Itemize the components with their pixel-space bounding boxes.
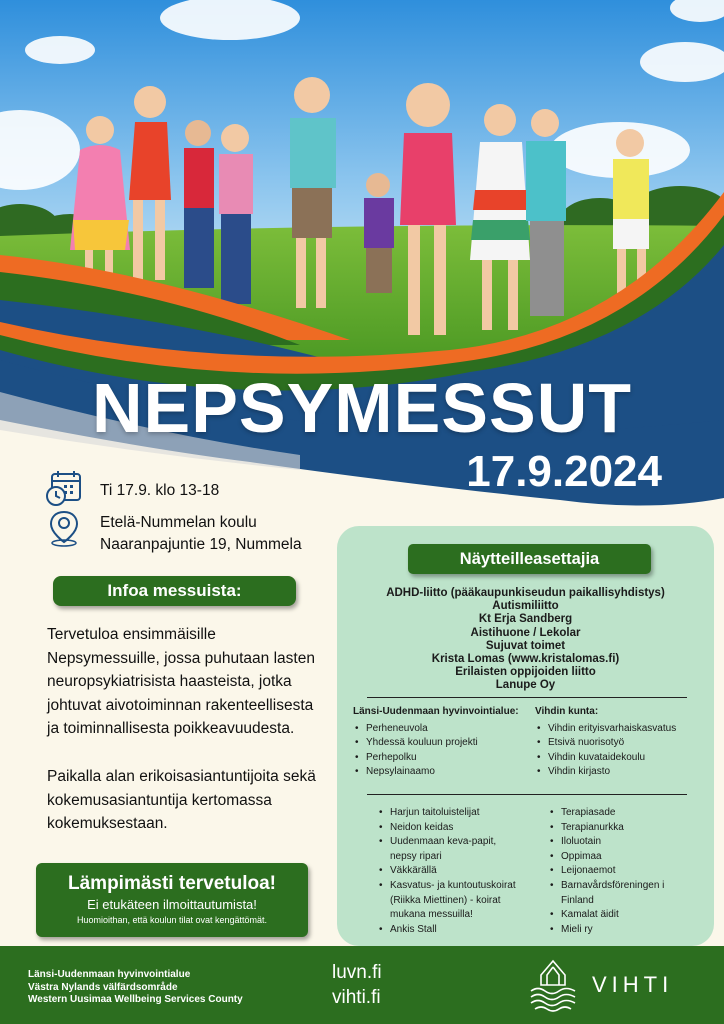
info-header: Infoa messuista: bbox=[53, 576, 296, 606]
vihti-coat-of-arms-icon bbox=[523, 955, 583, 1015]
event-date: 17.9.2024 bbox=[466, 447, 662, 496]
vihti-link[interactable]: vihti.fi bbox=[332, 987, 381, 1008]
exhibitors-title: Näytteilleasettajia bbox=[408, 544, 651, 574]
welcome-heading: Lämpimästi tervetuloa! bbox=[68, 873, 276, 894]
exhibitor-item: • Iloluotain bbox=[548, 835, 698, 850]
municipality-item: • Etsivä nuorisotyö bbox=[535, 736, 705, 751]
time-row bbox=[44, 468, 219, 508]
event-time: Ti 17.9. klo 13-18 bbox=[100, 482, 220, 499]
event-title: NEPSYMESSUT bbox=[92, 369, 632, 447]
exhibitor-item: • Uudenmaan keva-papit, nepsy ripari bbox=[377, 835, 517, 864]
exhibitors-panel bbox=[337, 526, 714, 946]
calendar-icon bbox=[44, 468, 84, 508]
exhibitor-item: • Harjun taitoluistelijat bbox=[377, 806, 517, 821]
intro-paragraph: Tervetuloa ensimmäisille Nepsymessuille, jossa puhutaan lasten neuropsykiatrisista haasteista, jotka johtuvat aivotoiminnan rakenteellisesta ja toiminnallisesta poikkeavuudesta. bbox=[47, 626, 315, 737]
main-exhibitors-list bbox=[337, 587, 714, 693]
municipality-item: • Vihdin kuvataidekoulu bbox=[535, 751, 705, 766]
exhibitor-item: Kt Erja Sandberg bbox=[478, 613, 573, 626]
exhibitor-item: • Barnavårdsföreningen i Finland bbox=[548, 879, 698, 908]
exhibitor-item: • Terapianurkka bbox=[548, 821, 698, 836]
location-pin-icon bbox=[44, 508, 84, 548]
exhibitor-item: Erilaisten oppijoiden liitto bbox=[455, 666, 596, 679]
others-right-column bbox=[548, 806, 698, 937]
vihti-wordmark: VIHTI bbox=[592, 972, 674, 997]
venue-row bbox=[44, 508, 302, 556]
wellbeing-item: • Yhdessä kouluun projekti bbox=[353, 736, 543, 751]
exhibitor-item: • Oppimaa bbox=[548, 850, 698, 865]
venue-name: Etelä-Nummelan koulu bbox=[100, 514, 257, 531]
welcome-box bbox=[36, 863, 308, 937]
wellbeing-item: • Perheneuvola bbox=[353, 722, 543, 737]
experts-paragraph: Paikalla alan erikoisasiantuntijoita sekä kokemusasiantuntija kertomassa kokemuksestaan. bbox=[47, 768, 316, 832]
others-left-column bbox=[377, 806, 517, 937]
org-name-sv: Västra Nylands välfärdsområde bbox=[28, 981, 178, 993]
wellbeing-item: • Perhepolku bbox=[353, 751, 543, 766]
shoeless-note: Huomioithan, että koulun tilat ovat kengättömät. bbox=[76, 915, 268, 925]
venue-address: Naaranpajuntie 19, Nummela bbox=[100, 536, 302, 553]
exhibitor-item: • Leijonaemot bbox=[548, 864, 698, 879]
divider bbox=[367, 697, 687, 698]
exhibitor-item: • Mieli ry bbox=[548, 923, 698, 938]
exhibitor-item: • Kamalat äidit bbox=[548, 908, 698, 923]
exhibitor-item: Aistihuone / Lekolar bbox=[470, 626, 581, 639]
exhibitor-item: • Väkkärällä bbox=[377, 864, 517, 879]
exhibitor-item: • Neidon keidas bbox=[377, 821, 517, 836]
municipality-header: Vihdin kunta: bbox=[535, 706, 599, 717]
municipality-column bbox=[535, 705, 705, 780]
no-registration-note: Ei etukäteen ilmoittautumista! bbox=[87, 897, 257, 912]
exhibitor-item: Sujuvat toimet bbox=[485, 639, 566, 652]
exhibitor-item: • Kasvatus- ja kuntoutuskoirat (Riikka Miettinen) - koirat mukana messuilla! bbox=[377, 879, 517, 923]
exhibitor-item: ADHD-liitto (pääkaupunkiseudun paikallisyhdistys) bbox=[386, 587, 665, 599]
municipality-item: • Vihdin kirjasto bbox=[535, 765, 705, 780]
wellbeing-header: Länsi-Uudenmaan hyvinvointialue: bbox=[353, 706, 519, 717]
org-name-en: Western Uusimaa Wellbeing Services County bbox=[28, 994, 243, 1005]
luvn-link[interactable]: luvn.fi bbox=[332, 962, 382, 983]
exhibitor-item: Krista Lomas (www.kristalomas.fi) bbox=[431, 653, 620, 666]
exhibitor-item: Lanupe Oy bbox=[495, 679, 556, 692]
org-name-fi: Länsi-Uudenmaan hyvinvointialue bbox=[28, 969, 191, 980]
exhibitor-item: Autismiliitto bbox=[492, 600, 559, 613]
municipality-item: • Vihdin erityisvarhaiskasvatus bbox=[535, 722, 705, 737]
divider bbox=[367, 794, 687, 795]
exhibitor-item: • Ankis Stall bbox=[377, 923, 517, 938]
footer bbox=[0, 946, 724, 1024]
organization-names bbox=[28, 969, 243, 1007]
wellbeing-column bbox=[353, 705, 543, 780]
exhibitor-item: • Terapiasade bbox=[548, 806, 698, 821]
wellbeing-item: • Nepsylainaamo bbox=[353, 765, 543, 780]
footer-links bbox=[332, 960, 382, 1010]
